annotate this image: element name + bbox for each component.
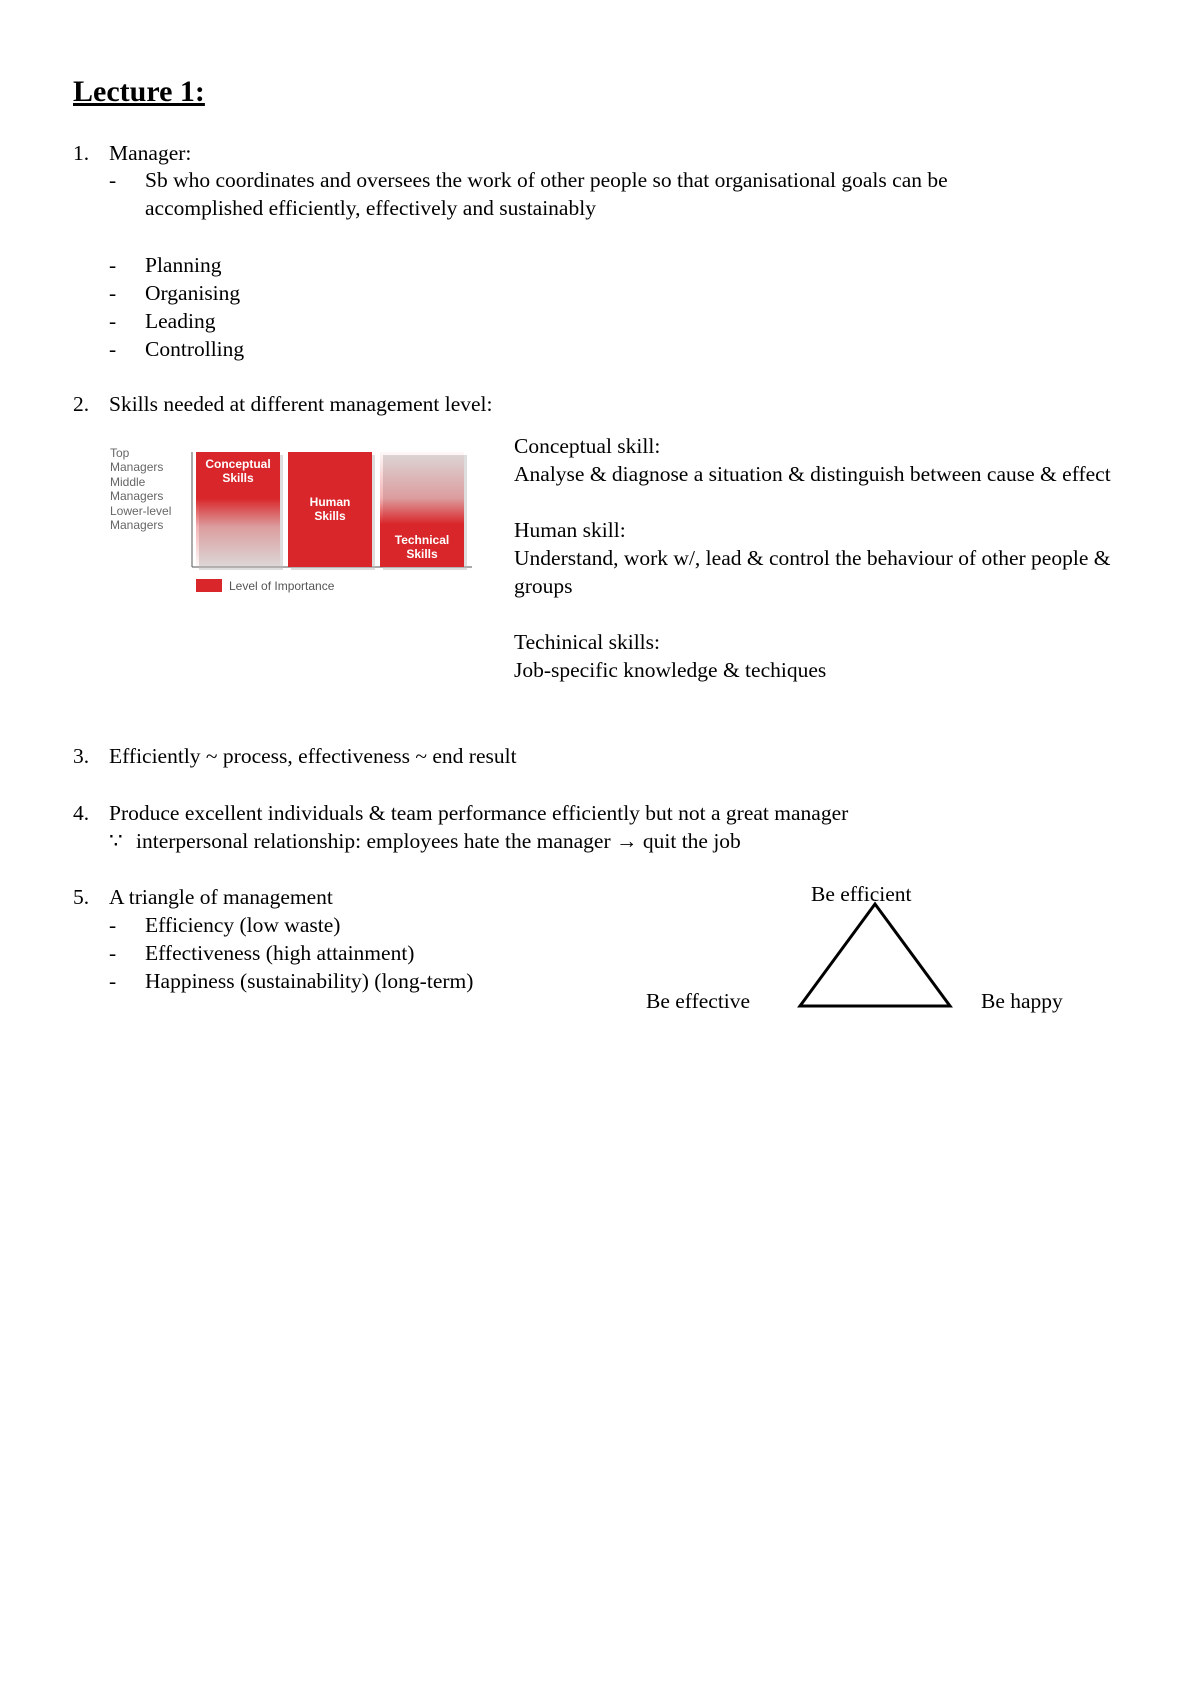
- bullet-marker: -: [109, 913, 117, 937]
- human-skill-text-2: groups: [514, 574, 573, 598]
- skills-chart: [104, 447, 476, 597]
- section-1-heading: Manager:: [109, 141, 192, 165]
- bar-label: Skills: [222, 471, 254, 485]
- level-label: Top: [110, 447, 130, 460]
- section-1-number: 1.: [73, 141, 90, 165]
- section-3-number: 3.: [73, 744, 90, 768]
- function-planning: Planning: [145, 253, 222, 277]
- function-organising: Organising: [145, 281, 241, 305]
- bullet-happiness: Happiness (sustainability) (long-term): [145, 969, 474, 993]
- definition-line-2: accomplished efficiently, effectively and sustainably: [145, 196, 596, 220]
- bullet-effectiveness: Effectiveness (high attainment): [145, 941, 415, 965]
- function-controlling: Controlling: [145, 337, 245, 361]
- conceptual-skill-label: Conceptual skill:: [514, 434, 661, 458]
- page-title: Lecture 1:: [73, 75, 205, 108]
- bullet-marker: -: [109, 941, 117, 965]
- section-4-reason: interpersonal relationship: employees hate the manager → quit the job: [136, 829, 741, 853]
- bullet-marker: -: [109, 309, 117, 333]
- triangle-top-label: Be efficient: [811, 882, 912, 906]
- management-triangle: [790, 900, 960, 1010]
- section-3-text: Efficiently ~ process, effectiveness ~ end result: [109, 744, 517, 768]
- human-skill-text-1: Understand, work w/, lead & control the behaviour of other people &: [514, 546, 1111, 570]
- triangle-right-label: Be happy: [981, 989, 1063, 1013]
- definition-line-1: Sb who coordinates and oversees the work of other people so that organisational goals can be: [145, 168, 948, 192]
- level-label: Managers: [110, 489, 164, 503]
- level-label: Middle: [110, 475, 146, 489]
- section-5-heading: A triangle of management: [109, 885, 333, 909]
- technical-skill-text: Job-specific knowledge & techiques: [514, 658, 827, 682]
- bar-label: Skills: [314, 509, 346, 523]
- triangle-left-label: Be effective: [646, 989, 751, 1013]
- bullet-marker: -: [109, 281, 117, 305]
- section-2-number: 2.: [73, 392, 90, 416]
- bar-label: Conceptual: [205, 457, 271, 471]
- bullet-marker: -: [109, 168, 117, 192]
- skills-chart-svg: [104, 447, 476, 597]
- technical-skill-label: Techinical skills:: [514, 630, 660, 654]
- legend-label: Level of Importance: [229, 579, 335, 593]
- level-label: Lower-level: [110, 504, 172, 518]
- bullet-marker: -: [109, 337, 117, 361]
- section-2-heading: Skills needed at different management level:: [109, 392, 493, 416]
- because-symbol: ∵: [109, 829, 123, 853]
- bullet-efficiency: Efficiency (low waste): [145, 913, 341, 937]
- legend-swatch: [196, 579, 222, 592]
- bullet-marker: -: [109, 253, 117, 277]
- section-5-number: 5.: [73, 885, 90, 909]
- function-leading: Leading: [145, 309, 216, 333]
- bar-label: Technical: [394, 533, 450, 547]
- section-4-text: Produce excellent individuals & team performance efficiently but not a great manager: [109, 801, 849, 825]
- human-skill-label: Human skill:: [514, 518, 626, 542]
- bar-label: Human: [309, 495, 351, 509]
- level-label: Managers: [110, 518, 164, 532]
- triangle-shape: [800, 904, 950, 1006]
- bar-label: Skills: [406, 547, 438, 561]
- bullet-marker: -: [109, 969, 117, 993]
- section-4-number: 4.: [73, 801, 90, 825]
- conceptual-skill-text: Analyse & diagnose a situation & distinguish between cause & effect: [514, 462, 1111, 486]
- level-label: Managers: [110, 460, 164, 474]
